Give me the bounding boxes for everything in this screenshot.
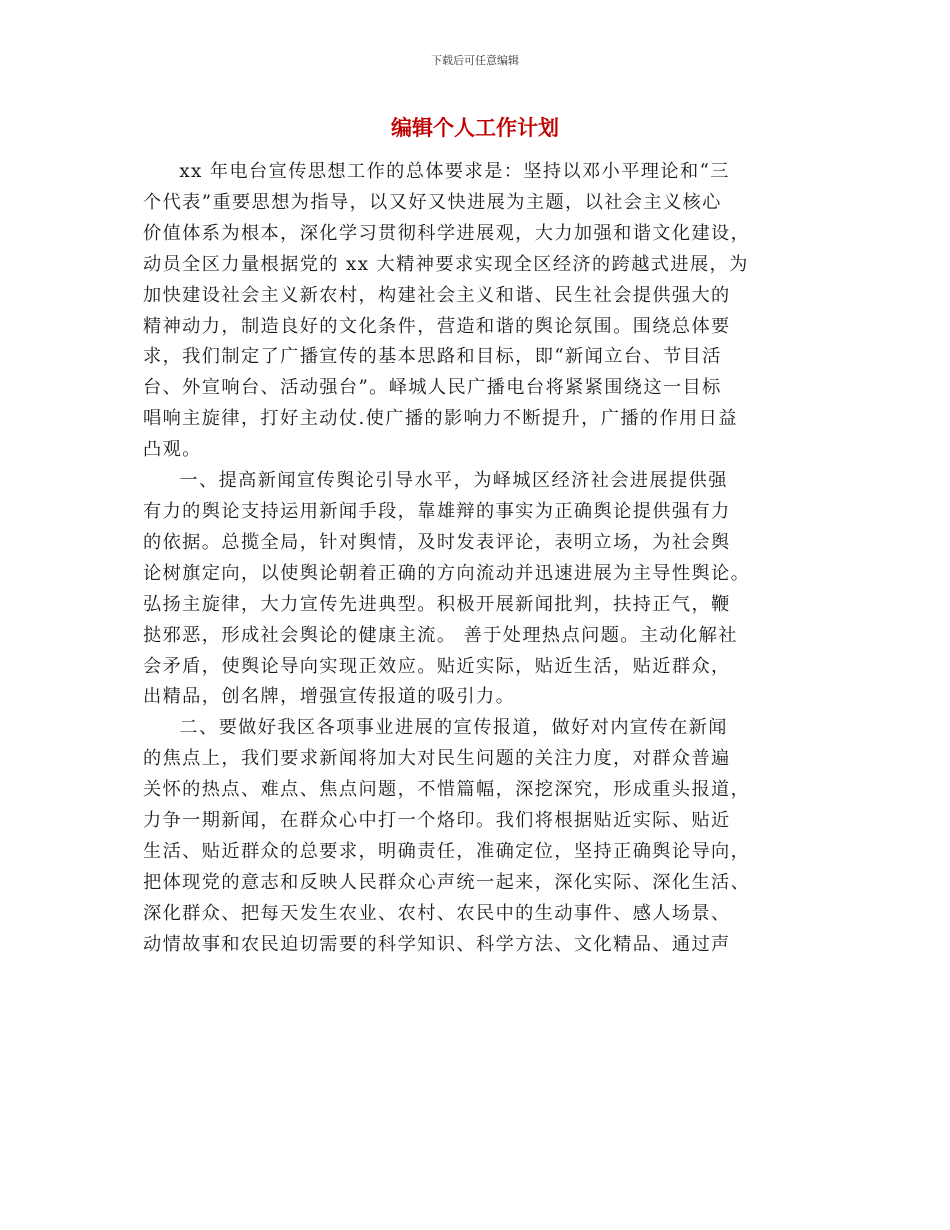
paragraph-line: 价值体系为根本，深化学习贯彻科学进展观，大力加强和谐文化建设，	[143, 222, 751, 244]
paragraph-line: 出精品，创名牌，增强宣传报道的吸引力。	[143, 686, 516, 708]
paragraph-line: 台、外宣响台、活动强台”。峄城人民广播电台将紧紧围绕这一目标	[143, 377, 722, 399]
document-title: 编辑个人工作计划	[391, 116, 559, 140]
paragraph-line: 挞邪恶，形成社会舆论的健康主流。 善于处理热点问题。主动化解社	[143, 624, 738, 646]
paragraph-line: 生活、贴近群众的总要求，明确责任，准确定位，坚持正确舆论导向，	[143, 840, 751, 862]
paragraph-line: 深化群众、把每天发生农业、农村、农民中的生动事件、感人场景、	[143, 902, 731, 924]
paragraph-line: 个代表”重要思想为指导，以又好又快进展为主题，以社会主义核心	[143, 191, 722, 213]
paragraph-line: 论树旗定向，以使舆论朝着正确的方向流动并迅速进展为主导性舆论。	[143, 562, 751, 584]
document-body	[143, 157, 803, 961]
paragraph-line: 有力的舆论支持运用新闻手段，靠雄辩的事实为正确舆论提供强有力	[143, 500, 731, 522]
paragraph-line: 加快建设社会主义新农村，构建社会主义和谐、民生社会提供强大的	[143, 284, 731, 306]
page-header: 下载后可任意编辑	[431, 54, 519, 67]
paragraph-line: 弘扬主旋律，大力宣传先进典型。积极开展新闻批判，扶持正气，鞭	[143, 593, 731, 615]
paragraph-line: 凸观。	[143, 439, 202, 461]
paragraph	[143, 466, 803, 713]
paragraph-line: 把体现党的意志和反映人民群众心声统一起来，深化实际、深化生活、	[143, 871, 751, 893]
paragraph-line: 求，我们制定了广播宣传的基本思路和目标，即“新闻立台、节目活	[143, 346, 722, 368]
paragraph-line: 二、要做好我区各项事业进展的宣传报道，做好对内宣传在新闻	[179, 717, 728, 739]
paragraph-line: 一、提高新闻宣传舆论引导水平，为峄城区经济社会进展提供强	[179, 470, 728, 492]
paragraph	[143, 157, 803, 466]
paragraph	[143, 713, 803, 960]
paragraph-line: 唱响主旋律，打好主动仗.使广播的影响力不断提升，广播的作用日益	[143, 408, 738, 430]
paragraph-line: 的依据。总揽全局，针对舆情，及时发表评论，表明立场，为社会舆	[143, 531, 731, 553]
paragraph-line: xx 年电台宣传思想工作的总体要求是：坚持以邓小平理论和“三	[179, 161, 730, 182]
paragraph-line: 的焦点上，我们要求新闻将加大对民生问题的关注力度，对群众普遍	[143, 748, 731, 770]
paragraph-line: 力争一期新闻，在群众心中打一个烙印。我们将根据贴近实际、贴近	[143, 810, 731, 832]
paragraph-line: 精神动力，制造良好的文化条件，营造和谐的舆论氛围。围绕总体要	[143, 315, 731, 337]
paragraph-line: 动情故事和农民迫切需要的科学知识、科学方法、文化精品、通过声	[143, 933, 731, 955]
paragraph-line: 动员全区力量根据党的 xx 大精神要求实现全区经济的跨越式进展，为	[143, 253, 749, 275]
paragraph-line: 关怀的热点、难点、焦点问题，不惜篇幅，深挖深究，形成重头报道，	[143, 779, 751, 801]
paragraph-line: 会矛盾，使舆论导向实现正效应。贴近实际，贴近生活，贴近群众，	[143, 655, 731, 677]
